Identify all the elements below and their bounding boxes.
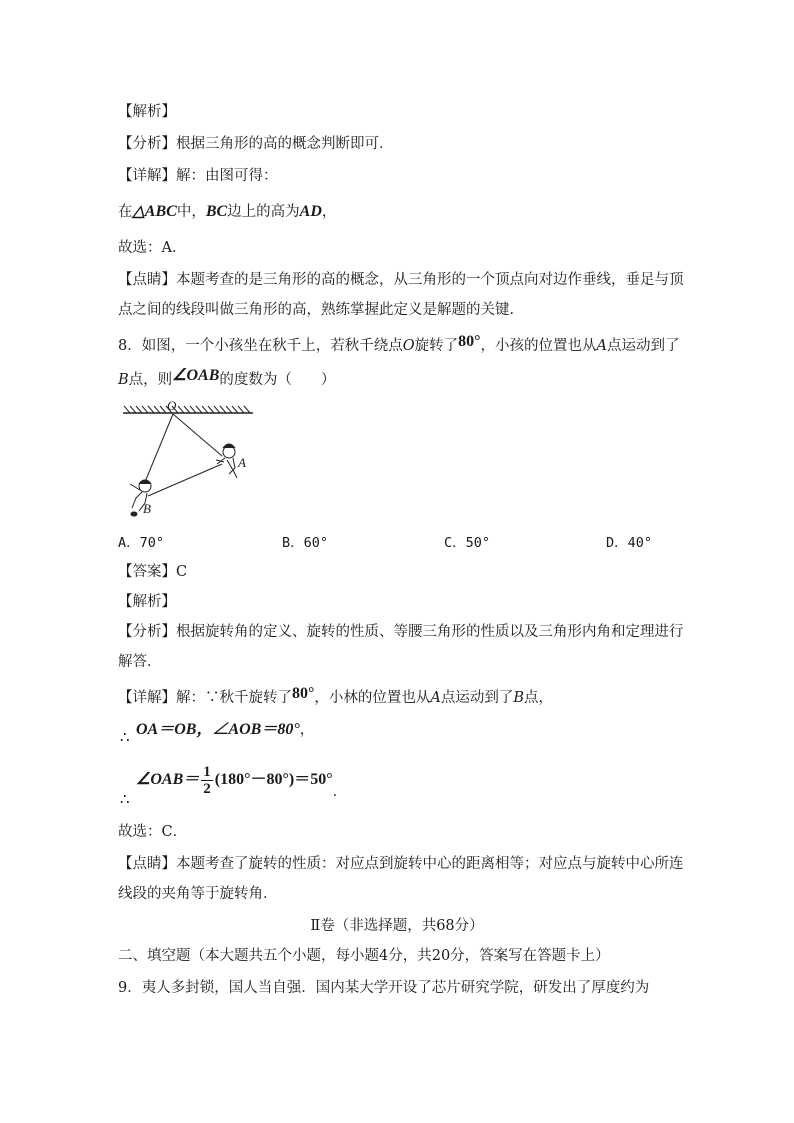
option-d: D．40° — [606, 535, 653, 551]
segment-bc: BC — [205, 203, 228, 220]
section-heading: 二、填空题（本大题共五个小题，每小题4分，共20分，答案写在答题卡上） — [118, 948, 610, 964]
analysis-header: 【解析】 — [118, 594, 176, 610]
text-segment: 的度数为（ ） — [219, 372, 336, 388]
equation-lhs: ∠OAB＝ — [136, 771, 200, 788]
point-a: A — [430, 690, 441, 706]
equation-step-1 — [136, 720, 314, 740]
choice-statement: 故选：A． — [118, 240, 187, 256]
choice-statement: 故选：C． — [118, 824, 188, 840]
text-segment: 旋转了 — [414, 338, 459, 354]
analysis-line-1: 【分析】根据旋转角的定义、旋转的性质、等腰三角形的性质以及三角形内角和定理进行 — [118, 624, 684, 640]
text-segment: 点运动到了 — [607, 338, 680, 354]
angle-oab: ∠OAB — [172, 367, 220, 384]
text-segment: 点，则 — [128, 372, 173, 388]
text-segment: 【详解】解：∵秋千旋转了 — [118, 690, 292, 706]
option-b: B．60° — [282, 535, 329, 551]
equation-text: OA＝OB，∠AOB＝80° — [136, 721, 300, 738]
text-segment: 点运动到了 — [440, 690, 514, 706]
therefore-symbol: ∴ — [120, 790, 130, 808]
text-segment: ，小林的位置也从 — [314, 690, 431, 706]
text-segment: 边上的高为 — [227, 204, 300, 220]
option-c: C．50° — [444, 535, 491, 551]
detail-line — [118, 685, 554, 708]
label-a: A — [238, 455, 246, 470]
child-a — [216, 444, 237, 478]
text-segment: ， — [299, 722, 315, 738]
key-point-line-1: 【点睛】本题考查的是三角形的高的概念，从三角形的一个顶点向对边作垂线，垂足与顶 — [118, 272, 684, 288]
text-segment: 在 — [118, 204, 133, 220]
altitude-statement — [118, 202, 336, 222]
analysis-line-2: 解答． — [118, 654, 162, 670]
label-o: O — [167, 398, 177, 413]
fraction-numerator: 1 — [203, 763, 211, 780]
key-point-line-2: 点之间的线段叫做三角形的高，熟练掌握此定义是解题的关键． — [118, 302, 524, 318]
point-b: B — [513, 690, 525, 706]
text-segment: 8．如图，一个小孩坐在秋千上，若秋千绕点 — [118, 338, 403, 354]
text-segment: 中， — [176, 204, 206, 220]
question-8-line-1 — [118, 333, 680, 356]
equation-step-2 — [136, 762, 347, 798]
segment-ad: AD — [299, 203, 322, 220]
swing-figure — [118, 398, 258, 526]
analysis-header: 【解析】 — [118, 104, 176, 120]
section-title: Ⅱ卷（非选择题，共68分） — [310, 918, 484, 934]
fraction-denominator: 2 — [203, 780, 211, 797]
option-a: A．70° — [118, 535, 165, 551]
detail-paragraph: 【详解】解：由图可得： — [118, 168, 278, 184]
question-8-line-2 — [118, 367, 336, 390]
angle-degree: 80° — [458, 333, 481, 350]
point-b: B — [118, 372, 129, 388]
text-segment: ，小孩的位置也从 — [480, 338, 597, 354]
question-9: 9．夷人多封锁，国人当自强．国内某大学开设了芯片研究学院，研发出了厚度约为 — [118, 980, 650, 996]
therefore-symbol: ∴ — [120, 728, 130, 746]
analysis-paragraph: 【分析】根据三角形的高的概念判断即可． — [118, 136, 394, 152]
text-segment: 点， — [524, 690, 554, 706]
point-a: A — [596, 338, 608, 354]
point-o: O — [402, 338, 415, 354]
equation-rhs: (180°－80°)＝50° — [214, 771, 333, 788]
key-point-line-2: 线段的夹角等于旋转角． — [118, 886, 278, 902]
answer-line: 【答案】C — [118, 564, 188, 580]
triangle-abc: △ABC — [132, 203, 177, 220]
key-point-line-1: 【点睛】本题考查了旋转的性质：对应点到旋转中心的距离相等；对应点与旋转中心所连 — [118, 856, 684, 872]
text-segment: ． — [332, 784, 348, 800]
text-segment: ， — [321, 204, 337, 220]
angle-degree: 80° — [292, 685, 315, 702]
fraction — [201, 764, 213, 797]
label-b: B — [143, 501, 151, 516]
